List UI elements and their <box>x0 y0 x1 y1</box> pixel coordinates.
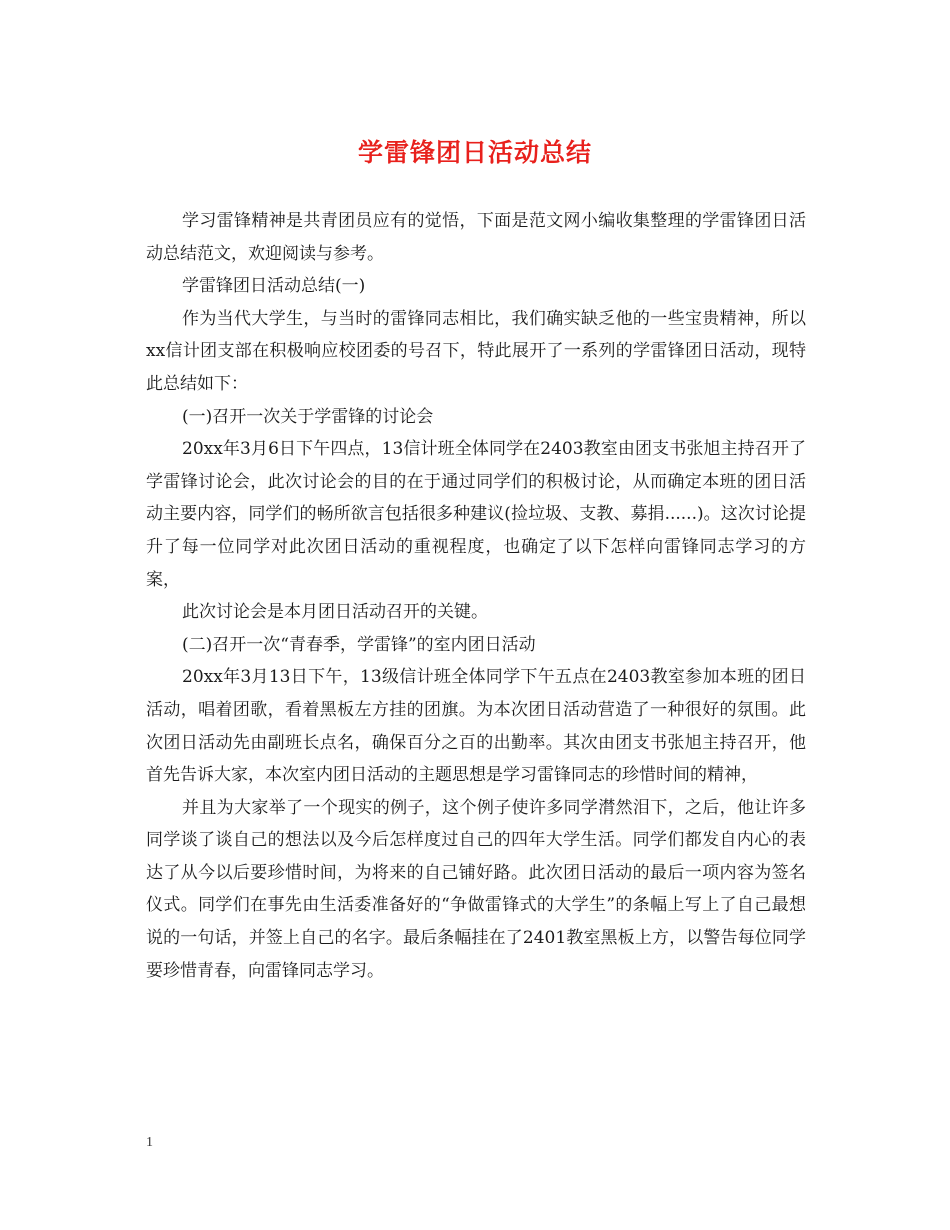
paragraph: 此次讨论会是本月团日活动召开的关键。 <box>182 602 488 623</box>
paragraph: 20xx年3月6日下午四点，13信计班全体同学在2403教室由团支书张旭主持召开了学雷锋讨论会，此次讨论会的目的在于通过同学们的积极讨论，从而确定本班的团日活动主要内容，同学们的畅所欲言包括很多种建议(捡垃圾、支教、募捐......)。这次讨论提升了每一位同学对此次团日活动的重视程度，也确定了以下怎样向雷锋同志学习的方案， <box>146 439 806 590</box>
paragraph: 20xx年3月13日下午，13级信计班全体同学下午五点在2403教室参加本班的团日活动，唱着团歌，看着黑板左方挂的团旗。为本次团日活动营造了一种很好的氛围。此次团日活动先由副班长点名，确保百分之百的出勤率。其次由团支书张旭主持召开，他首先告诉大家，本次室内团日活动的主题思想是学习雷锋同志的珍惜时间的精神， <box>146 667 806 786</box>
paragraph: 并且为大家举了一个现实的例子，这个例子使许多同学潸然泪下，之后，他让许多同学谈了谈自己的想法以及今后怎样度过自己的四年大学生活。同学们都发自内心的表达了从今以后要珍惜时间，为将来的自己铺好路。此次团日活动的最后一项内容为签名仪式。同学们在事先由生活委准备好的“争做雷锋式的大学生”的条幅上写上了自己最想说的一句话，并签上自己的名字。最后条幅挂在了2401教室黑板上方，以警告每位同学要珍惜青春，向雷锋同志学习。 <box>146 797 806 981</box>
paragraph: 作为当代大学生，与当时的雷锋同志相比，我们确实缺乏他的一些宝贵精神，所以xx信计团支部在积极响应校团委的号召下，特此展开了一系列的学雷锋团日活动，现特此总结如下： <box>146 308 806 394</box>
section-heading: 学雷锋团日活动总结(一) <box>182 276 366 297</box>
paragraph-intro: 学习雷锋精神是共青团员应有的觉悟，下面是范文网小编收集整理的学雷锋团日活动总结范文，欢迎阅读与参考。 <box>146 211 806 264</box>
page-number: 1 <box>146 1135 153 1150</box>
subsection-heading: (一)召开一次关于学雷锋的讨论会 <box>182 406 434 427</box>
document-body <box>146 205 806 987</box>
subsection-heading: (二)召开一次“青春季，学雷锋”的室内团日活动 <box>182 634 536 655</box>
document-title: 学雷锋团日活动总结 <box>357 138 592 167</box>
